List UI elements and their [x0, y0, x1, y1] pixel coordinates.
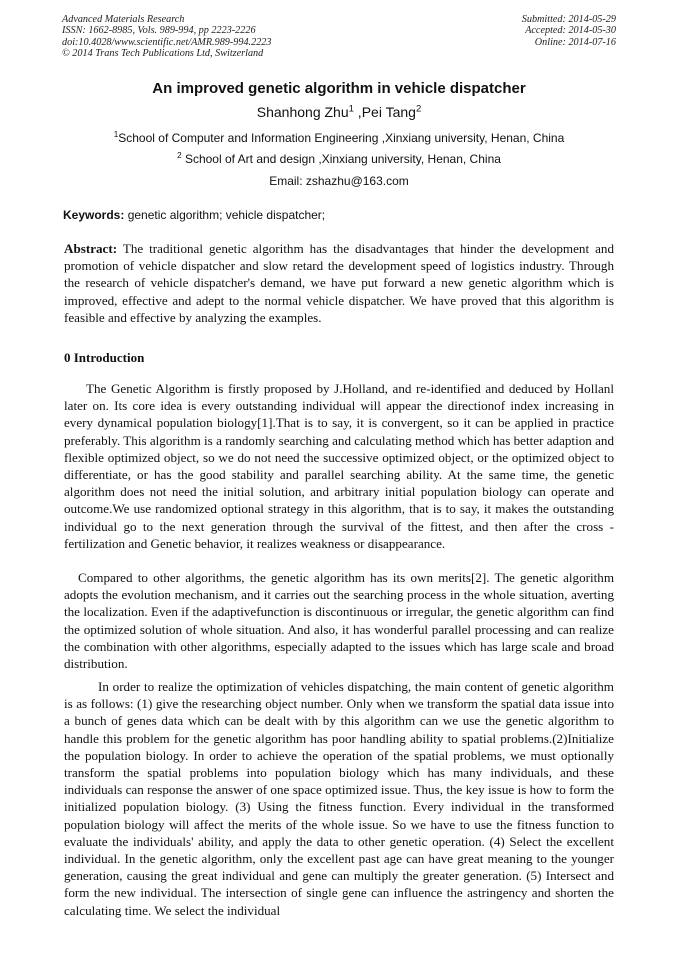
author-affiliation-mark: 1 — [348, 103, 354, 115]
affiliation-text: School of Computer and Information Engineering ,Xinxiang university, Henan, China — [118, 131, 565, 145]
abstract-text: The traditional genetic algorithm has the disadvantages that hinder the development and promotion of vehicle dispatcher and slow retard the development speed of logistics industry. Through the research of vehicle dispatcher's demand, we have put forward a new genetic algorithm which is improved, effective and adept to the normal vehicle dispatcher. We have proved that this algorithm is feasible and effective by analyzing the examples. — [64, 241, 614, 325]
author-name: Shanhong Zhu — [256, 104, 349, 120]
doi-line: doi:10.4028/www.scientific.net/AMR.989-994.2223 — [62, 36, 272, 48]
online-date: Online: 2014-07-16 — [534, 36, 616, 48]
accepted-date: Accepted: 2014-05-30 — [525, 25, 616, 37]
keywords-text: genetic algorithm; vehicle dispatcher; — [124, 208, 326, 222]
body-paragraph: In order to realize the optimization of vehicles dispatching, the main content of genetic algorithm is as follows: (1) give the researching object number. Only when we transform the spatial data issue into a bunch of genes data which can be dealt with by this algorithm can we use the genetic algorithm to handle this problem for the genetic algorithm has poor handling ability to spatial problems.(2)Initialize the population biology. In order to achieve the operation of the spatial problems, we must optionally transform the spatial problems into population biology which has many individuals, and these individuals can response the answer of one space optimized issue. Thus, the key issue is how to form the initialized population biology. (3) Using the fitness function. Every individual in the transformed population biology will affect the merits of the whole issue. So we have to use the fitness function to evaluate the individuals' ability, and apply the data to other genetic operation. (4) Select the excellent individual. In the genetic algorithm, only the excellent past age can have great meaning to the younger generation, causing the great individual and gene can multiply the greater generation. (5) Intersect and form the new individual. The intersection of single gene can influence the astringency and shorten the calculating time. We select the individual — [64, 679, 614, 918]
author-line — [0, 104, 678, 120]
journal-header-right — [522, 14, 616, 48]
affiliation-text: School of Art and design ,Xinxiang university, Henan, China — [181, 152, 501, 166]
issn-line: ISSN: 1662-8985, Vols. 989-994, pp 2223-2226 — [62, 25, 256, 37]
abstract-paragraph — [64, 240, 614, 326]
paper-title: An improved genetic algorithm in vehicle dispatcher — [152, 80, 526, 97]
copyright-line: © 2014 Trans Tech Publications Ltd, Switzerland — [62, 48, 264, 60]
section-heading: 0 Introduction — [64, 350, 145, 365]
affiliation-2 — [0, 152, 678, 166]
journal-name: Advanced Materials Research — [62, 14, 185, 25]
author-affiliation-mark: 2 — [415, 103, 422, 115]
author-separator: , — [353, 104, 362, 120]
email-line: Email: zshazhu@163.com — [269, 174, 409, 188]
author-name: Pei Tang — [361, 104, 416, 120]
abstract-label: Abstract: — [64, 241, 118, 256]
affiliation-mark: 2 — [177, 151, 182, 160]
keywords-line — [63, 208, 325, 222]
keywords-label: Keywords: — [63, 208, 125, 222]
submitted-date: Submitted: 2014-05-29 — [521, 14, 616, 25]
body-paragraph: The Genetic Algorithm is firstly proposed by J.Holland, and re-identified and deduced by Hollanl later on. Its core idea is every outstanding individual will appear the directionof index increasing in every dynamical population biology[1].That is to say, it is convergent, so it can be applied in practice preferably. This algorithm is a randomly searching and calculating method which has better adaption and flexible optimized object, so we do not need the successive optimized object, or the optimized object to differentiate, or has the good stability and parallel searching ability. At the same time, the genetic algorithm does not need the initial solution, and arbitrary initial population biology can operate and outcome.We use randomized optional strategy in this algorithm, that is to say, it makes the outstanding individual go to the next generation through the survival of the fittest, and then after the cross - fertilization and Genetic behavior, it realizes weakness or disappearance. — [64, 381, 614, 551]
journal-header-left — [62, 14, 271, 60]
affiliation-1 — [0, 131, 678, 145]
affiliation-mark: 1 — [113, 130, 119, 139]
body-paragraph: Compared to other algorithms, the genetic algorithm has its own merits[2]. The genetic algorithm adopts the evolution mechanism, and it carries out the searching process in the whole situation, averting the localization. Even if the adaptivefunction is discontinuous or irregular, the genetic algorithm can find the optimized solution of whole situation. And also, it has wonderful parallel processing and can realize the combination with other algorithms, especially adapted to the issues which has large scale and broad distribution. — [64, 570, 614, 672]
